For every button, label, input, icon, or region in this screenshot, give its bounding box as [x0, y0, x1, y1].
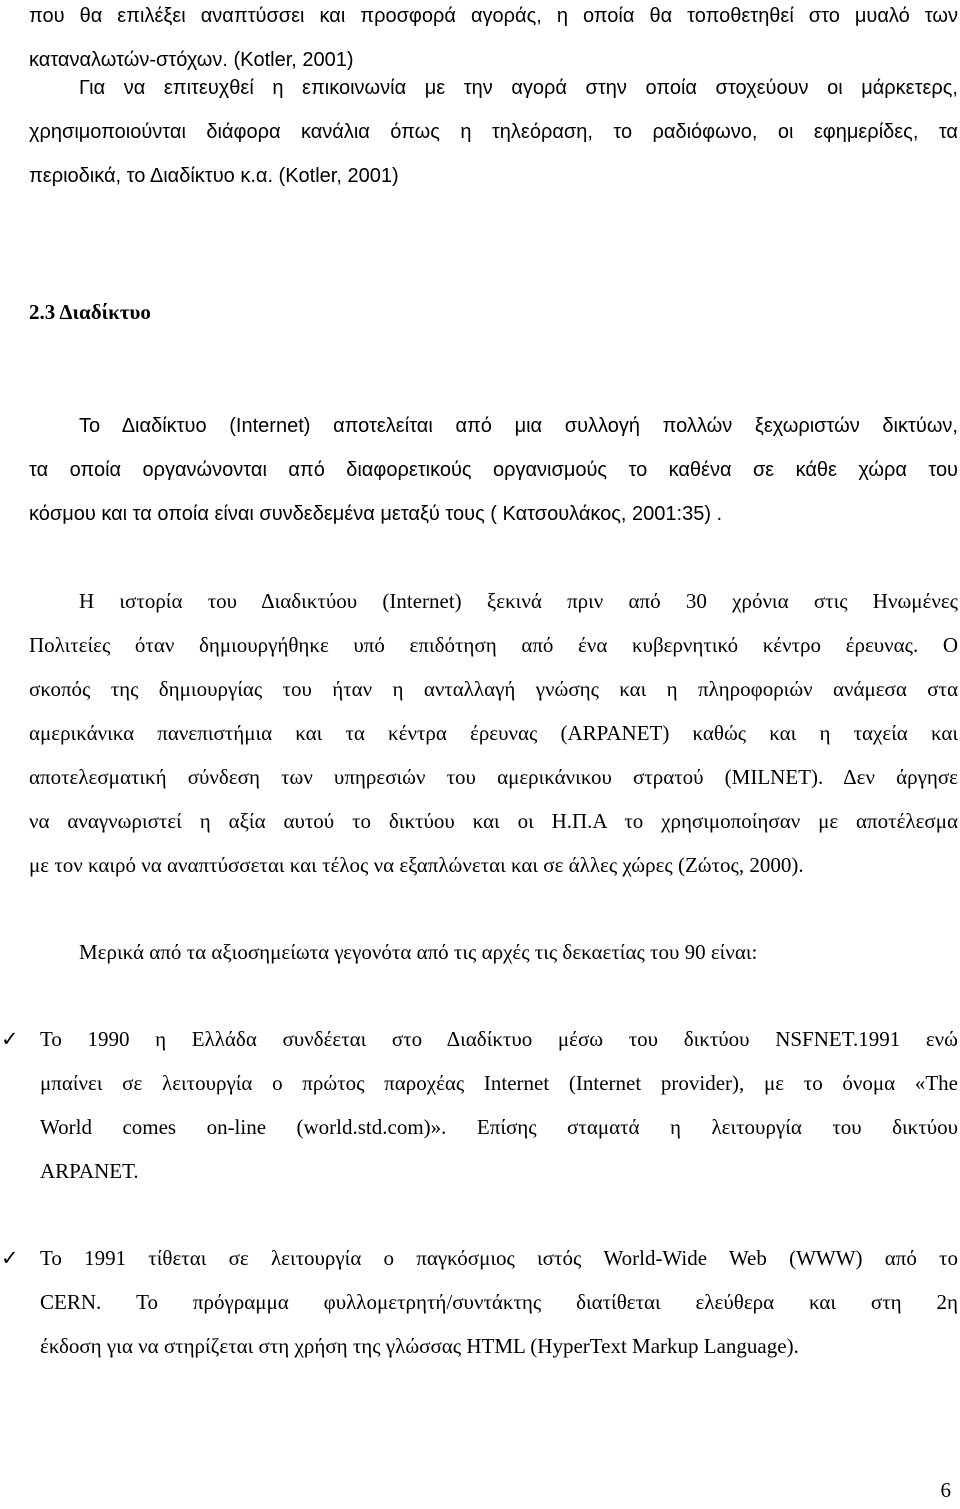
text-line: καταναλωτών-στόχων. (Kotler, 2001) [29, 49, 354, 71]
text-line: Το Διαδίκτυο (Internet) αποτελείται από μια συλλογή πολλών ξεχωριστών δικτύων, [79, 415, 958, 437]
text-line: Για να επιτευχθεί η επικοινωνία με την αγορά στην οποία στοχεύουν οι μάρκετερς, [79, 77, 958, 99]
text-line: World comes on-line (world.std.com)». Επίσης σταματά η λειτουργία του δικτύου [40, 1115, 958, 1139]
text-line: αποτελεσματική σύνδεση των υπηρεσιών του αμερικάνικου στρατού (MILNET). Δεν άργησε [29, 765, 958, 789]
definition-paragraph [29, 404, 958, 536]
section-heading: 2.3 Διαδίκτυο [29, 300, 151, 324]
text-line: περιοδικά, το Διαδίκτυο κ.α. (Kotler, 2001) [29, 165, 399, 187]
text-line: Το 1990 η Ελλάδα συνδέεται στο Διαδίκτυο μέσω του δικτύου NSFNET.1991 ενώ [40, 1027, 958, 1051]
checkmark-icon: ✓ [1, 1246, 19, 1270]
text-line: με τον καιρό να αναπτύσσεται και τέλος να εξαπλώνεται και σε άλλες χώρες (Ζώτος, 2000). [29, 853, 804, 877]
text-line: που θα επιλέξει αναπτύσσει και προσφορά αγοράς, η οποία θα τοποθετηθεί στο μυαλό των [29, 5, 958, 27]
text-line: Πολιτείες όταν δημιουργήθηκε υπό επιδότηση από ένα κυβερνητικό κέντρο έρευνας. Ο [29, 633, 958, 657]
text-line: ARPANET. [40, 1159, 139, 1183]
history-paragraph [29, 579, 958, 887]
text-line: Μερικά από τα αξιοσημείωτα γεγονότα από τις αρχές τις δεκαετίας του 90 είναι: [79, 940, 758, 964]
text-line: μπαίνει σε λειτουργία ο πρώτος παροχέας Internet (Internet provider), με το όνομα «The [40, 1071, 958, 1095]
text-line: κόσμου και τα οποία είναι συνδεδεμένα μεταξύ τους ( Κατσουλάκος, 2001:35) . [29, 503, 723, 525]
checkmark-icon: ✓ [1, 1027, 19, 1051]
facts-intro [29, 930, 958, 974]
checklist-item-text [40, 1236, 958, 1368]
page-number: 6 [940, 1478, 951, 1502]
text-line: CERN. Το πρόγραμμα φυλλομετρητή/συντάκτης διατίθεται ελεύθερα και στη 2η [40, 1290, 958, 1314]
text-line: Η ιστορία του Διαδικτύου (Internet) ξεκινά πριν από 30 χρόνια στις Ηνωμένες [79, 589, 958, 613]
text-line: να αναγνωριστεί η αξία αυτού το δικτύου και οι Η.Π.Α το χρησιμοποίησαν με αποτέλεσμα [29, 809, 958, 833]
text-line: Το 1991 τίθεται σε λειτουργία ο παγκόσμιος ιστός World-Wide Web (WWW) από το [40, 1246, 958, 1270]
text-line: σκοπός της δημιουργίας του ήταν η ανταλλαγή γνώσης και η πληροφοριών ανάμεσα στα [29, 677, 958, 701]
text-line: αμερικάνικα πανεπιστήμια και τα κέντρα έρευνας (ARPANET) καθώς και η ταχεία και [29, 721, 958, 745]
text-line: τα οποία οργανώνονται από διαφορετικούς οργανισμούς το καθένα σε κάθε χώρα του [29, 459, 958, 481]
text-line: χρησιμοποιούνται διάφορα κανάλια όπως η τηλεόραση, το ραδιόφωνο, οι εφημερίδες, τα [29, 121, 958, 143]
text-line: έκδοση για να στηρίζεται στη χρήση της γλώσσας HTML (HyperText Markup Language). [40, 1334, 799, 1358]
channels-paragraph [29, 66, 958, 198]
checklist-item-text [40, 1017, 958, 1193]
